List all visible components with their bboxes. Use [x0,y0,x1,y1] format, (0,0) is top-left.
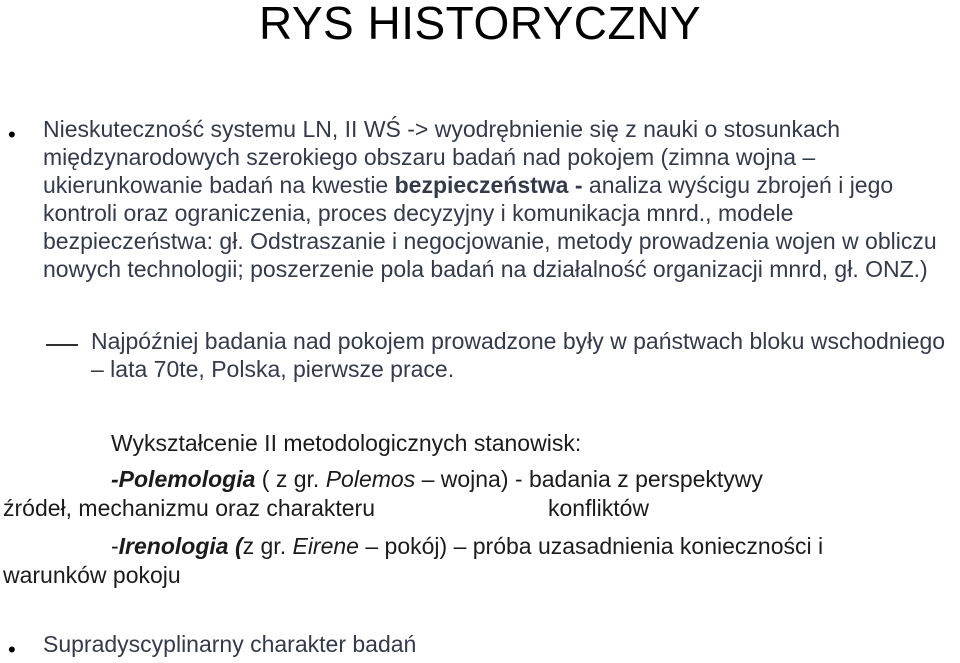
irenologia-text-b: – pokój) – próba uzasadnienia konieczności i [358,533,824,559]
eirene-word: Eirene [292,533,359,559]
irenologia-dash: - [111,533,119,559]
bullet-text-part2: analiza wyścigu zbrojeń i jego kontroli oraz ograniczenia, proces decyzyjny i komunikacja mnrd., modele bezpieczeństwa: gł. Odstraszanie i negocjowanie, metody prowadzenia wojen w obliczu nowych technologii; poszerzenie pola badań na działalność organizacji mnrd, gł. ONZ.) [43,172,937,282]
bullet-text-part1: Nieskuteczność systemu LN, II WŚ -> wyodrębnienie się z nauki o stosunkach międzynarodowych szerokiego obszaru badań nad pokojem (zimna wojna – ukierunkowanie badań na kwestie [43,116,841,198]
irenologia-text-a: z gr. [242,533,293,559]
bullet-marker: • [8,122,16,147]
irenologia-line2: warunków pokoju [3,562,181,588]
sub-bullet-dash [46,344,78,346]
polemologia-line1 [111,464,763,494]
polemologia-line2b: konfliktów [548,495,649,521]
bullet-text-bold-security: bezpieczeństwa - [394,172,583,198]
methodology-heading: Wykształcenie II metodologicznych stanowisk: [111,430,582,456]
bullet-text-supradisciplinary: Supradyscyplinarny charakter badań [43,631,417,657]
polemologia-line2a: źródeł, mechanizmu oraz charakteru [3,495,375,521]
polemos-word: Polemos [325,466,416,492]
slide-title: RYS HISTORYCZNY [258,0,702,49]
bullet-marker-2: • [8,637,16,662]
polemologia-term: -Polemologia [111,466,256,492]
bullet-text-history [43,115,955,283]
polemologia-text-a: ( z gr. [255,466,326,492]
irenologia-term: Irenologia ( [118,533,243,559]
irenologia-line1 [111,531,823,561]
sub-bullet-text-eastern-bloc: Najpóźniej badania nad pokojem prowadzone były w państwach bloku wschodniego – lata 70te, Polska, pierwsze prace. [91,328,946,382]
polemologia-text-b: – wojna) - badania z perspektywy [415,466,763,492]
